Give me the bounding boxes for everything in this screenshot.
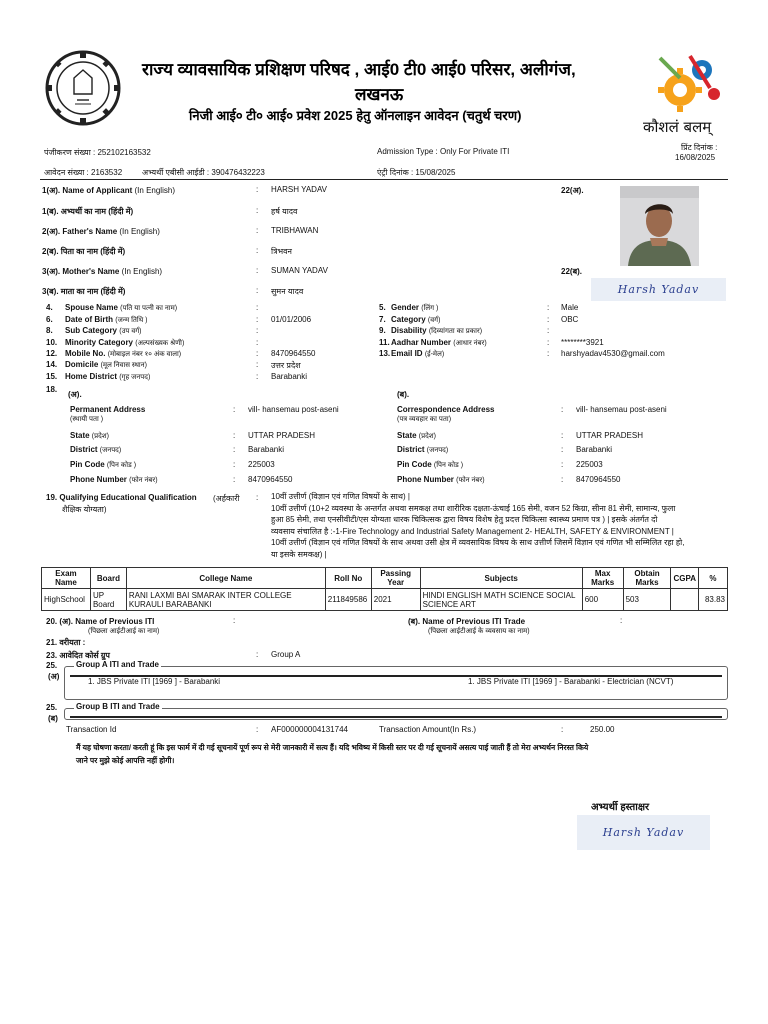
admission-type: Admission Type : Only For Private ITI xyxy=(377,147,510,156)
col-percent: % xyxy=(698,568,727,589)
header-divider xyxy=(40,179,728,180)
name-en-value: HARSH YADAV xyxy=(271,185,328,194)
perm-hint: (स्थायी पता ) xyxy=(70,416,104,423)
detail-label-hint: (मोबाइल नंबर १० अंक वाला) xyxy=(107,351,182,358)
address-left-head: (अ). xyxy=(68,390,82,399)
colon: : xyxy=(256,349,259,358)
address-state-label xyxy=(397,431,436,441)
col-subjects: Subjects xyxy=(420,568,582,589)
detail-label-hint: (गृह जनपद) xyxy=(119,374,151,381)
colon: : xyxy=(256,185,259,194)
address-label-text: State xyxy=(70,431,90,440)
address-label-text: Pin Code xyxy=(397,460,432,469)
address-label-text: Pin Code xyxy=(70,460,105,469)
name-hi-value: हर्ष यादव xyxy=(271,207,298,216)
detail-label-hint: (मूल निवास स्थान) xyxy=(100,362,147,369)
col-board: Board xyxy=(90,568,126,589)
detail-label-hint: (आधार नंबर) xyxy=(453,340,487,347)
cell-cgpa xyxy=(671,589,699,611)
prev-trade-label: (ब). Name of Previous ITI Trade xyxy=(408,617,526,626)
address-district-value: Barabanki xyxy=(576,445,613,454)
detail-value: harshyadav4530@gmail.com xyxy=(561,349,665,358)
mother-en-row xyxy=(42,266,162,277)
father-en-hint: (In English) xyxy=(119,227,160,236)
qualification-line: व्यवसाय संचालित है :-1-Fire Technology and Industrial Safety Management 2- HEALTH, SAFETY & ENVIRONMENT | xyxy=(271,526,674,536)
applicant-signature-bottom xyxy=(577,815,710,850)
print-date-label: प्रिंट दिनांक : xyxy=(681,143,718,152)
application-number: आवेदन संख्या : 2163532 xyxy=(44,168,123,177)
detail-value: Barabanki xyxy=(271,372,308,381)
address-pin-label xyxy=(397,460,463,470)
address-label-hint: (फोन नंबर) xyxy=(456,477,485,484)
kaushal-logo-text: कौशलं बलम् xyxy=(643,118,712,136)
col-cgpa: CGPA xyxy=(671,568,699,589)
father-hi-value: त्रिभवन xyxy=(271,247,292,256)
detail-label-hint: (दिव्यांगता का प्रकार) xyxy=(428,328,483,335)
signature-text: Harsh Yadav xyxy=(617,283,700,296)
detail-label xyxy=(65,326,142,336)
group-b-num: 25. xyxy=(46,703,58,712)
qualification-line: 10वीं उत्तीर्ण (विज्ञान एवं गणित विषयों के साथ) | xyxy=(271,492,410,501)
detail-label xyxy=(391,303,438,313)
abc-id: अभ्यर्थी एबीसी आईडी : 390476432223 xyxy=(142,168,265,177)
cell-board: UP Board xyxy=(90,589,126,611)
colon: : xyxy=(233,616,236,625)
detail-label xyxy=(65,303,177,313)
declaration-line1: मैं यह घोषणा करता/ करती हूं कि इस फार्म में दी गई सूचनायें पूर्ण रूप से मेरी जानकारी में सत्य हैं। यदि भविष्य में किसी स्तर पर दी गई सूचनायें असत्य पाई जाती हैं तो मेरा अभ्यर्थन निरस्त किये xyxy=(76,743,589,752)
group-a-iti-right: 1. JBS Private ITI [1969 ] - Barabanki - Electrician (NCVT) xyxy=(468,677,674,686)
council-seal-logo xyxy=(44,50,122,126)
colon: : xyxy=(547,326,550,335)
detail-label-text: Aadhar Number xyxy=(391,338,452,347)
col-roll-no: Roll No xyxy=(325,568,371,589)
detail-num: 8. xyxy=(46,326,53,335)
qualification-hint2: शैक्षिक योग्यता) xyxy=(62,505,107,514)
colon: : xyxy=(256,315,259,324)
detail-label-text: Disability xyxy=(391,326,427,335)
kaushal-gear-logo xyxy=(650,48,728,114)
group-a-legend: Group A ITI and Trade xyxy=(76,660,159,669)
detail-label xyxy=(65,315,147,325)
colon: : xyxy=(256,338,259,347)
transaction-amount-label: Transaction Amount(In Rs.) xyxy=(379,725,477,734)
detail-label-text: Sub Category xyxy=(65,326,118,335)
colon: : xyxy=(561,445,564,454)
address-label-hint: (प्रदेश) xyxy=(91,433,109,440)
detail-label-hint: (पति या पत्नी का नाम) xyxy=(120,305,178,312)
qualification-label: 19. Qualifying Educational Qualification xyxy=(46,493,197,502)
detail-label-hint: (वर्ग) xyxy=(427,317,441,324)
address-label-hint: (फोन नंबर) xyxy=(129,477,158,484)
address-pin-label xyxy=(70,460,136,470)
address-right-head: (ब). xyxy=(397,390,410,399)
detail-label-text: Mobile No. xyxy=(65,349,106,358)
detail-label xyxy=(391,349,444,359)
transaction-id-label: Transaction Id xyxy=(66,725,117,734)
signature-text: Harsh Yadav xyxy=(602,826,685,839)
col-college-name: College Name xyxy=(126,568,325,589)
candidate-signature-label: अभ्यर्थी हस्ताक्षर xyxy=(591,802,650,813)
detail-label xyxy=(65,338,184,348)
colon: : xyxy=(561,460,564,469)
colon: : xyxy=(256,286,259,295)
detail-value: 01/01/2006 xyxy=(271,315,312,324)
preference-label: 21. वरीयता : xyxy=(46,638,86,647)
address-label-text: Phone Number xyxy=(397,475,454,484)
qualification-line: हुआ 85 सेमी, तथा एनसीवीटी/एस योग्यता धारक चिकित्सक द्वारा विषय विशेष हेतु प्रदत्त चिकित्सा स्वास्थ्य प्रमाण पत्र ) | इसके अंतर्गत दो xyxy=(271,515,658,524)
colon: : xyxy=(233,405,236,414)
mother-en-label: 3(अ). Mother's Name xyxy=(42,267,120,276)
address-label-text: Phone Number xyxy=(70,475,127,484)
colon: : xyxy=(256,725,259,734)
colon: : xyxy=(547,349,550,358)
address-label-text: District xyxy=(70,445,98,454)
colon: : xyxy=(561,431,564,440)
address-state-value: UTTAR PRADESH xyxy=(576,431,643,440)
transaction-id-value: AF000000004131744 xyxy=(271,725,348,734)
colon: : xyxy=(256,246,259,255)
qualification-hint1: (अर्हकारी xyxy=(213,494,240,503)
cell-percent: 83.83 xyxy=(698,589,727,611)
qualification-line: 10वीं उत्तीर्ण (10+2 व्यवस्था के अन्तर्गत अथवा समकक्ष तथा शारीरिक दक्षता-ऊंचाई 165 सेमी, वजन 52 किग्रा, सीना 81 सेमी, सामान्य, फुला xyxy=(271,503,676,513)
address-label-text: District xyxy=(397,445,425,454)
colon: : xyxy=(620,616,623,625)
corr-address-label xyxy=(397,405,495,425)
detail-num: 9. xyxy=(379,326,386,335)
corr-address-value: vill- hansemau post-aseni xyxy=(576,405,667,414)
name-en-hint: (In English) xyxy=(134,186,175,195)
colon: : xyxy=(256,226,259,235)
detail-label-hint: (जन्म तिथि ) xyxy=(115,317,148,324)
education-table xyxy=(41,567,728,611)
detail-value: OBC xyxy=(561,315,579,324)
detail-label-text: Category xyxy=(391,315,426,324)
cell-college-name: RANI LAXMI BAI SMARAK INTER COLLEGE KURAULI BARABANKI xyxy=(126,589,325,611)
cell-max-marks: 600 xyxy=(582,589,623,611)
qualification-line: 10वीं उत्तीर्ण (विज्ञान एवं गणित विषयों के साथ अथवा उसी क्षेत्र में व्यवसायिक विषय के साथ उत्तीर्ण जिसमें विज्ञान एवं गणित भी सम्मिलित रहा हो, xyxy=(271,538,685,547)
group-b-rule xyxy=(70,716,722,718)
colon: : xyxy=(256,372,259,381)
father-en-value: TRIBHAWAN xyxy=(271,226,319,235)
print-date: 16/08/2025 xyxy=(675,153,716,162)
address-label-text: State xyxy=(397,431,417,440)
sign-label: 22(ब). xyxy=(561,267,583,276)
registration-number: पंजीकरण संख्या : 252102163532 xyxy=(44,148,151,157)
detail-label-hint: (उप वर्ग) xyxy=(119,328,142,335)
detail-num: 13. xyxy=(379,349,391,358)
detail-label-text: Gender xyxy=(391,303,420,312)
father-en-row xyxy=(42,226,160,237)
prev-iti-label: 20. (अ). Name of Previous ITI xyxy=(46,617,155,626)
transaction-amount-value: 250.00 xyxy=(590,725,615,734)
address-label-hint: (प्रदेश) xyxy=(418,433,436,440)
entry-date: एंट्री दिनांक : 15/08/2025 xyxy=(377,168,456,177)
group-b-fieldset xyxy=(64,708,728,720)
colon: : xyxy=(233,445,236,454)
address-phone-value: 8470964550 xyxy=(248,475,293,484)
detail-label xyxy=(391,338,487,348)
detail-label xyxy=(65,349,181,359)
address-phone-label xyxy=(70,475,158,485)
table-header-row xyxy=(42,568,728,589)
applicant-signature-top xyxy=(591,278,726,301)
detail-num: 5. xyxy=(379,303,386,312)
address-state-value: UTTAR PRADESH xyxy=(248,431,315,440)
colon: : xyxy=(256,303,259,312)
name-en-label: 1(अ). Name of Applicant xyxy=(42,186,133,195)
detail-num: 7. xyxy=(379,315,386,324)
col-passing-year: Passing Year xyxy=(371,568,420,589)
corr-label: Correspondence Address xyxy=(397,405,495,414)
detail-label-text: Spouse Name xyxy=(65,303,118,312)
course-group-label: 23. आवेदित कोर्स ग्रुप xyxy=(46,651,110,660)
colon: : xyxy=(233,431,236,440)
course-group-value: Group A xyxy=(271,650,301,659)
colon: : xyxy=(547,303,550,312)
address-label-hint: (पिन कोड ) xyxy=(433,462,464,469)
header-subtitle: निजी आई० टी० आई० प्रवेश 2025 हेतु ऑनलाइन आवेदन (चतुर्थ चरण) xyxy=(189,108,522,123)
detail-label xyxy=(391,315,440,325)
detail-label-text: Domicile xyxy=(65,360,99,369)
address-pin-value: 225003 xyxy=(576,460,603,469)
col-max-marks: Max Marks xyxy=(582,568,623,589)
colon: : xyxy=(561,475,564,484)
address-num: 18. xyxy=(46,385,58,394)
col-exam-name: Exam Name xyxy=(42,568,91,589)
father-hi-label: 2(ब). पिता का नाम (हिंदी में) xyxy=(42,247,126,256)
detail-num: 6. xyxy=(46,315,53,324)
colon: : xyxy=(256,326,259,335)
detail-label xyxy=(65,360,147,370)
qualification-line: या इसके समकक्ष) | xyxy=(271,549,327,559)
detail-label-hint: (ई-मेल) xyxy=(424,351,445,358)
detail-num: 10. xyxy=(46,338,58,347)
perm-address-value: vill- hansemau post-aseni xyxy=(248,405,339,414)
detail-label-text: Email ID xyxy=(391,349,423,358)
colon: : xyxy=(256,493,259,502)
address-district-label xyxy=(70,445,121,455)
father-en-label: 2(अ). Father's Name xyxy=(42,227,118,236)
detail-value: Male xyxy=(561,303,579,312)
colon: : xyxy=(561,725,564,734)
mother-hi-label: 3(ब). माता का नाम (हिंदी में) xyxy=(42,287,126,296)
perm-address-label xyxy=(70,405,145,425)
detail-num: 15. xyxy=(46,372,58,381)
table-row xyxy=(42,589,728,611)
colon: : xyxy=(256,360,259,369)
header-title-line2: लखनऊ xyxy=(355,85,404,104)
address-phone-label xyxy=(397,475,485,485)
detail-label-text: Minority Category xyxy=(65,338,134,347)
name-en-row xyxy=(42,185,175,196)
mother-hi-value: सुमन यादव xyxy=(271,287,304,296)
cell-passing-year: 2021 xyxy=(371,589,420,611)
name-hi-label: 1(ब). अभ्यर्थी का नाम (हिंदी में) xyxy=(42,207,134,216)
perm-label: Permanent Address xyxy=(70,405,146,414)
colon: : xyxy=(256,650,259,659)
detail-label-hint: (लिंग ) xyxy=(421,305,439,312)
detail-label xyxy=(391,326,482,336)
colon: : xyxy=(547,338,550,347)
prev-iti-hint: (पिछला आईटीआई का नाम) xyxy=(88,628,160,635)
detail-label-text: Date of Birth xyxy=(65,315,113,324)
address-district-label xyxy=(397,445,448,455)
detail-label xyxy=(65,372,150,382)
address-label-hint: (जनपद) xyxy=(426,447,449,454)
address-pin-value: 225003 xyxy=(248,460,275,469)
group-a-num: 25. xyxy=(46,661,58,670)
detail-label-hint: (अल्पसंख्यक श्रेणी) xyxy=(135,340,185,347)
group-b-sub: (ब) xyxy=(48,714,58,723)
applicant-photo xyxy=(620,186,699,266)
detail-num: 14. xyxy=(46,360,58,369)
detail-value: ********3921 xyxy=(561,338,604,347)
address-phone-value: 8470964550 xyxy=(576,475,621,484)
cell-obtain-marks: 503 xyxy=(623,589,671,611)
mother-en-hint: (In English) xyxy=(121,267,163,276)
address-district-value: Barabanki xyxy=(248,445,285,454)
group-b-legend: Group B ITI and Trade xyxy=(76,702,160,711)
colon: : xyxy=(233,475,236,484)
cell-exam-name: HighSchool xyxy=(42,589,91,611)
detail-value: उत्तर प्रदेश xyxy=(271,361,301,370)
cell-roll-no: 211849586 xyxy=(325,589,371,611)
address-label-hint: (पिन कोड ) xyxy=(106,462,137,469)
mother-en-value: SUMAN YADAV xyxy=(271,266,328,275)
qualification-text xyxy=(271,491,684,560)
colon: : xyxy=(561,405,564,414)
detail-value: 8470964550 xyxy=(271,349,316,358)
colon: : xyxy=(547,315,550,324)
detail-num: 11. xyxy=(379,338,390,347)
group-a-iti-left: 1. JBS Private ITI [1969 ] - Barabanki xyxy=(88,677,221,686)
detail-num: 4. xyxy=(46,303,53,312)
col-obtain-marks: Obtain Marks xyxy=(623,568,671,589)
colon: : xyxy=(256,266,259,275)
prev-trade-hint: (पिछला आईटीआई के व्यवसाय का नाम) xyxy=(428,628,530,635)
colon: : xyxy=(256,206,259,215)
address-state-label xyxy=(70,431,109,441)
detail-num: 12. xyxy=(46,349,58,358)
colon: : xyxy=(233,460,236,469)
photo-label: 22(अ). xyxy=(561,186,584,195)
header-title-line1: राज्य व्यावसायिक प्रशिक्षण परिषद , आई0 टी0 आई0 परिसर, अलीगंज, xyxy=(142,60,576,79)
address-label-hint: (जनपद) xyxy=(99,447,122,454)
group-a-sub: (अ) xyxy=(48,672,60,681)
detail-label-text: Home District xyxy=(65,372,118,381)
declaration-line2: जाने पर मुझे कोई आपत्ति नहीं होगी। xyxy=(76,756,175,765)
corr-hint: (पत्र व्यवहार का पता) xyxy=(397,416,452,423)
cell-subjects: HINDI ENGLISH MATH SCIENCE SOCIAL SCIENCE ART xyxy=(420,589,582,611)
